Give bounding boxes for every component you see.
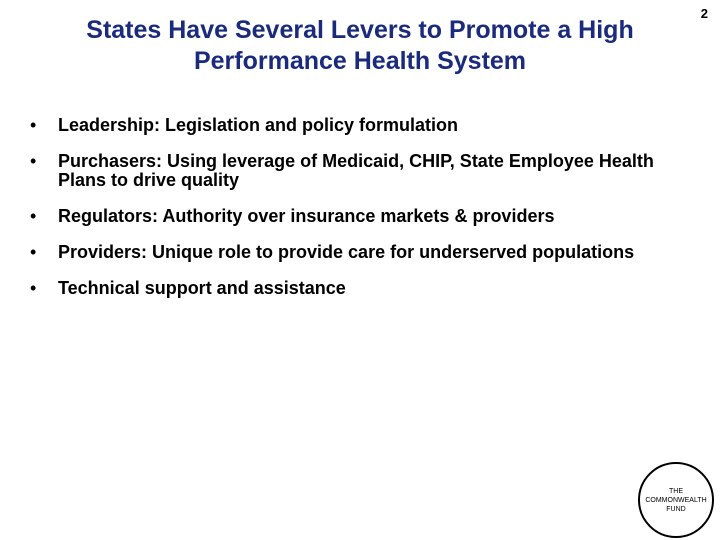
bullet-icon: • xyxy=(30,206,37,226)
bullet-text: Technical support and assistance xyxy=(58,278,346,298)
commonwealth-fund-logo xyxy=(638,462,714,538)
bullet-item xyxy=(30,279,670,298)
bullet-item xyxy=(30,243,670,262)
bullet-text: Purchasers: Using leverage of Medicaid, CHIP, State Employee Health Plans to drive quality xyxy=(58,151,654,190)
bullet-item xyxy=(30,152,670,190)
slide-title: States Have Several Levers to Promote a High Performance Health System xyxy=(86,16,634,75)
slide-number: 2 xyxy=(700,6,708,21)
bullet-icon: • xyxy=(30,242,37,262)
bullet-item xyxy=(30,207,670,226)
bullet-icon: • xyxy=(30,151,37,171)
bullet-text: Regulators: Authority over insurance markets & providers xyxy=(58,206,555,226)
bullet-list xyxy=(30,116,670,315)
bullet-item xyxy=(30,116,670,135)
logo-text-line: COMMONWEALTH xyxy=(645,496,707,504)
bullet-text: Leadership: Legislation and policy formulation xyxy=(58,115,459,135)
bullet-icon: • xyxy=(30,278,37,298)
bullet-text: Providers: Unique role to provide care for underserved populations xyxy=(58,242,635,262)
logo-text-line: FUND xyxy=(666,505,686,513)
bullet-icon: • xyxy=(30,115,37,135)
logo-text-line: THE xyxy=(669,487,683,495)
